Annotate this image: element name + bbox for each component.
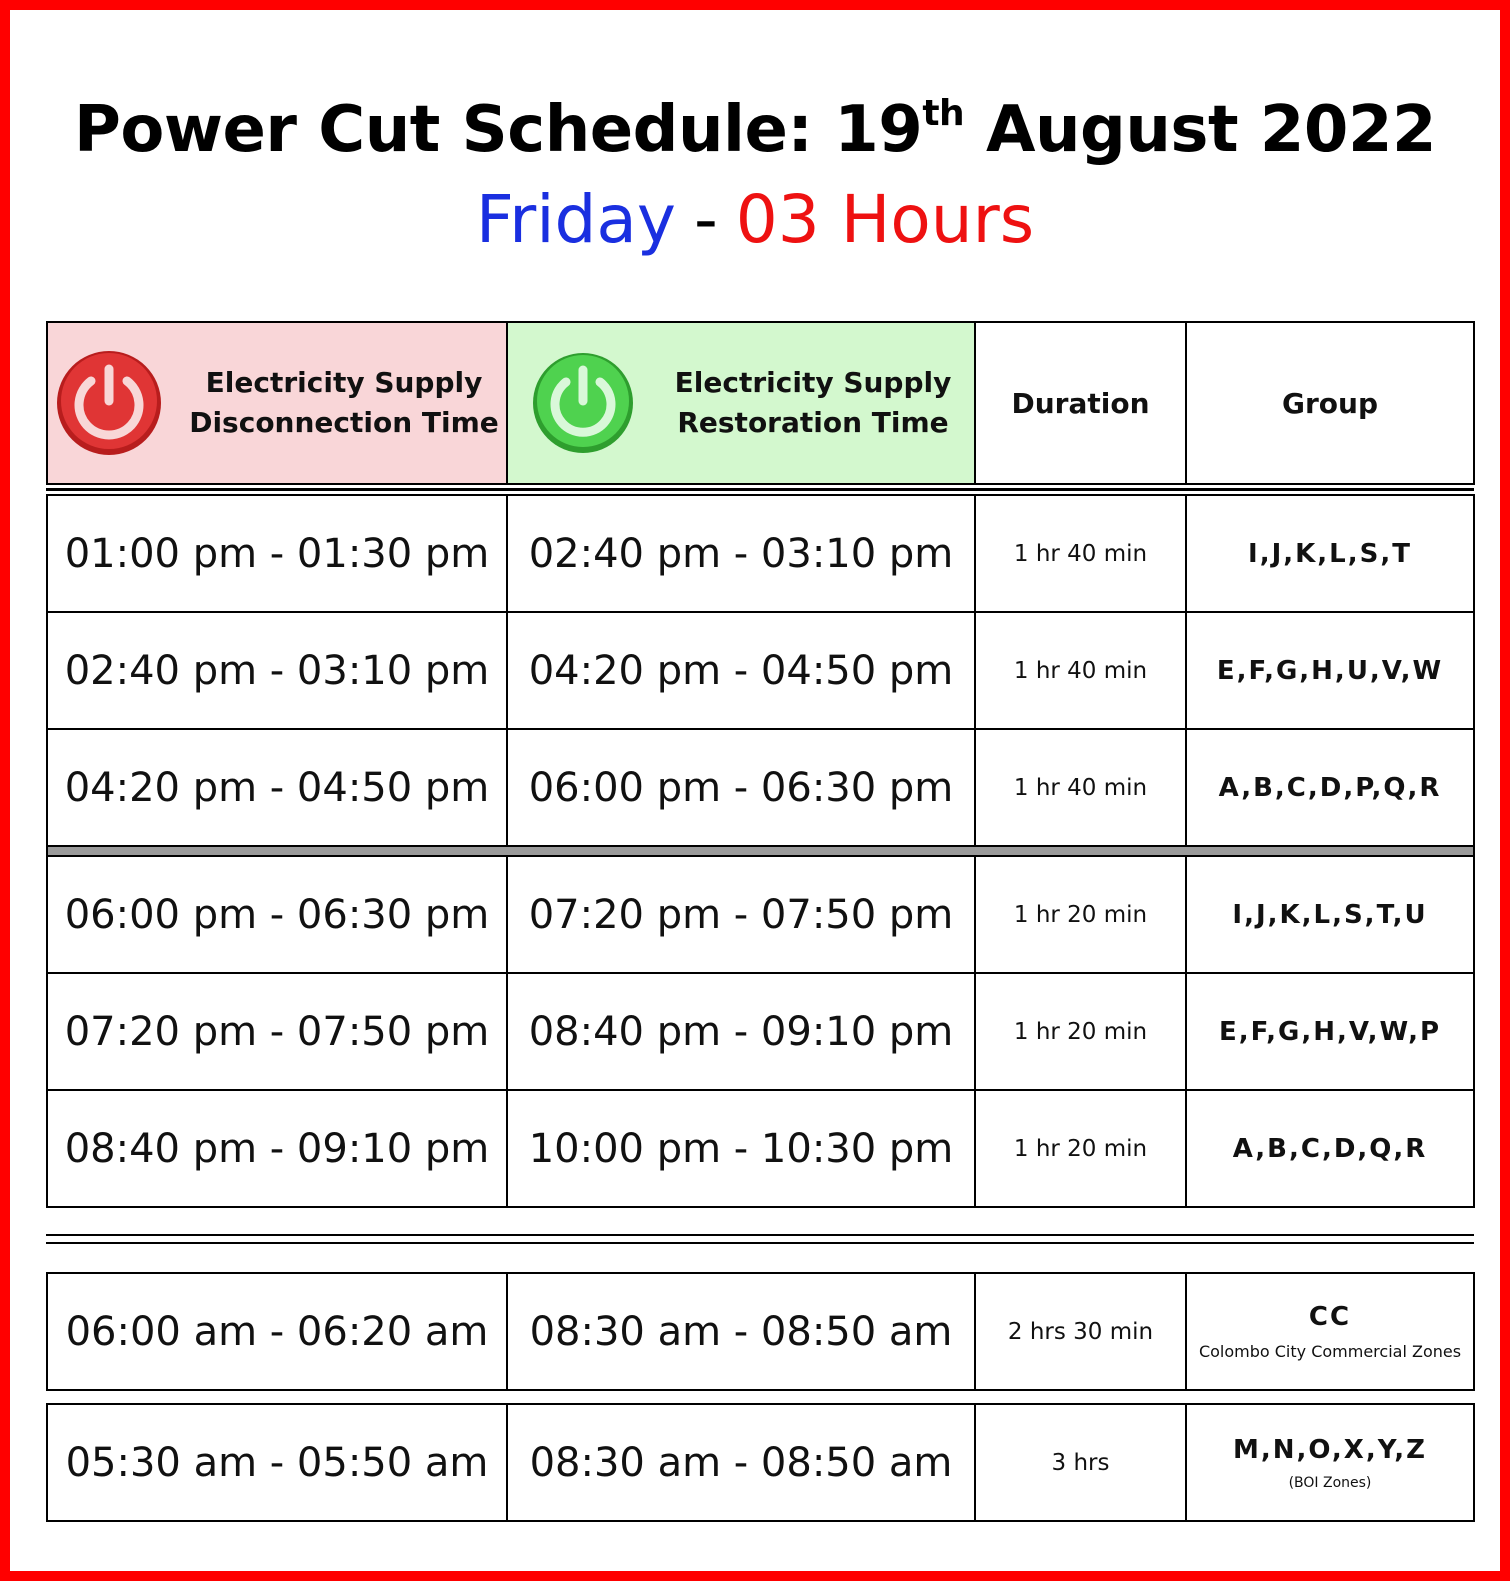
restoration-time-header — [507, 322, 975, 484]
hours-label: 03 Hours — [735, 181, 1035, 258]
group-cell: I,J,K,L,S,T — [1186, 495, 1474, 612]
subtitle-dash: - — [693, 181, 718, 258]
disconnection-time-cell: 08:40 pm - 09:10 pm — [47, 1090, 507, 1207]
duration-cell: 1 hr 40 min — [975, 612, 1186, 729]
title-text: Power Cut Schedule: 19 — [74, 93, 923, 167]
disconnection-time-cell: 07:20 pm - 07:50 pm — [47, 973, 507, 1090]
group-note: Colombo City Commercial Zones — [1198, 1342, 1462, 1361]
group-cell — [1186, 1404, 1474, 1521]
table-row — [47, 495, 1474, 612]
special-row-boi — [46, 1403, 1475, 1522]
restoration-time-cell: 02:40 pm - 03:10 pm — [507, 495, 975, 612]
duration-header: Duration — [975, 322, 1186, 484]
group-cell: A,B,C,D,P,Q,R — [1186, 729, 1474, 846]
page-title — [10, 92, 1500, 168]
header-divider — [46, 488, 1474, 491]
table-row — [47, 856, 1474, 973]
schedule-table — [46, 494, 1475, 1208]
duration-cell: 1 hr 40 min — [975, 729, 1186, 846]
duration-cell: 1 hr 40 min — [975, 495, 1186, 612]
group-cell: I,J,K,L,S,T,U — [1186, 856, 1474, 973]
disconnection-header-line1: Electricity Supply — [205, 366, 483, 399]
restoration-time-cell: 08:30 am - 08:50 am — [507, 1404, 975, 1521]
disconnection-time-header — [47, 322, 507, 484]
section-divider — [47, 846, 1474, 856]
group-note: (BOI Zones) — [1288, 1474, 1372, 1491]
title-date: August 2022 — [964, 93, 1436, 167]
restoration-time-cell: 10:00 pm - 10:30 pm — [507, 1090, 975, 1207]
table-row — [47, 729, 1474, 846]
table-row — [47, 1273, 1474, 1390]
table-row — [47, 1090, 1474, 1207]
schedule-header — [46, 321, 1475, 485]
duration-cell: 1 hr 20 min — [975, 973, 1186, 1090]
restoration-time-cell: 04:20 pm - 04:50 pm — [507, 612, 975, 729]
group-cell: A,B,C,D,Q,R — [1186, 1090, 1474, 1207]
group-code: CC — [1308, 1302, 1352, 1332]
page-subtitle — [10, 180, 1500, 260]
title-superscript: th — [922, 92, 965, 134]
duration-cell: 1 hr 20 min — [975, 856, 1186, 973]
disconnection-time-cell: 01:00 pm - 01:30 pm — [47, 495, 507, 612]
disconnection-time-cell: 05:30 am - 05:50 am — [47, 1404, 507, 1521]
double-divider — [46, 1234, 1474, 1244]
restoration-header-line2: Restoration Time — [677, 406, 949, 439]
power-off-icon — [55, 349, 163, 457]
special-row-cc — [46, 1272, 1475, 1391]
table-row — [47, 973, 1474, 1090]
day-label: Friday — [475, 181, 676, 258]
restoration-time-cell: 08:40 pm - 09:10 pm — [507, 973, 975, 1090]
duration-cell: 3 hrs — [975, 1404, 1186, 1521]
disconnection-time-cell: 02:40 pm - 03:10 pm — [47, 612, 507, 729]
duration-cell: 1 hr 20 min — [975, 1090, 1186, 1207]
disconnection-header-line2: Disconnection Time — [189, 406, 499, 439]
group-cell — [1186, 1273, 1474, 1390]
power-on-icon — [531, 351, 635, 455]
disconnection-time-cell: 06:00 pm - 06:30 pm — [47, 856, 507, 973]
restoration-time-cell: 07:20 pm - 07:50 pm — [507, 856, 975, 973]
group-code: M,N,O,X,Y,Z — [1233, 1434, 1427, 1465]
table-row — [47, 1404, 1474, 1521]
group-cell: E,F,G,H,V,W,P — [1186, 973, 1474, 1090]
duration-cell: 2 hrs 30 min — [975, 1273, 1186, 1390]
group-cell: E,F,G,H,U,V,W — [1186, 612, 1474, 729]
restoration-time-cell: 08:30 am - 08:50 am — [507, 1273, 975, 1390]
disconnection-time-cell: 06:00 am - 06:20 am — [47, 1273, 507, 1390]
group-header: Group — [1186, 322, 1474, 484]
restoration-header-line1: Electricity Supply — [674, 366, 952, 399]
table-row — [47, 612, 1474, 729]
restoration-time-cell: 06:00 pm - 06:30 pm — [507, 729, 975, 846]
disconnection-time-cell: 04:20 pm - 04:50 pm — [47, 729, 507, 846]
